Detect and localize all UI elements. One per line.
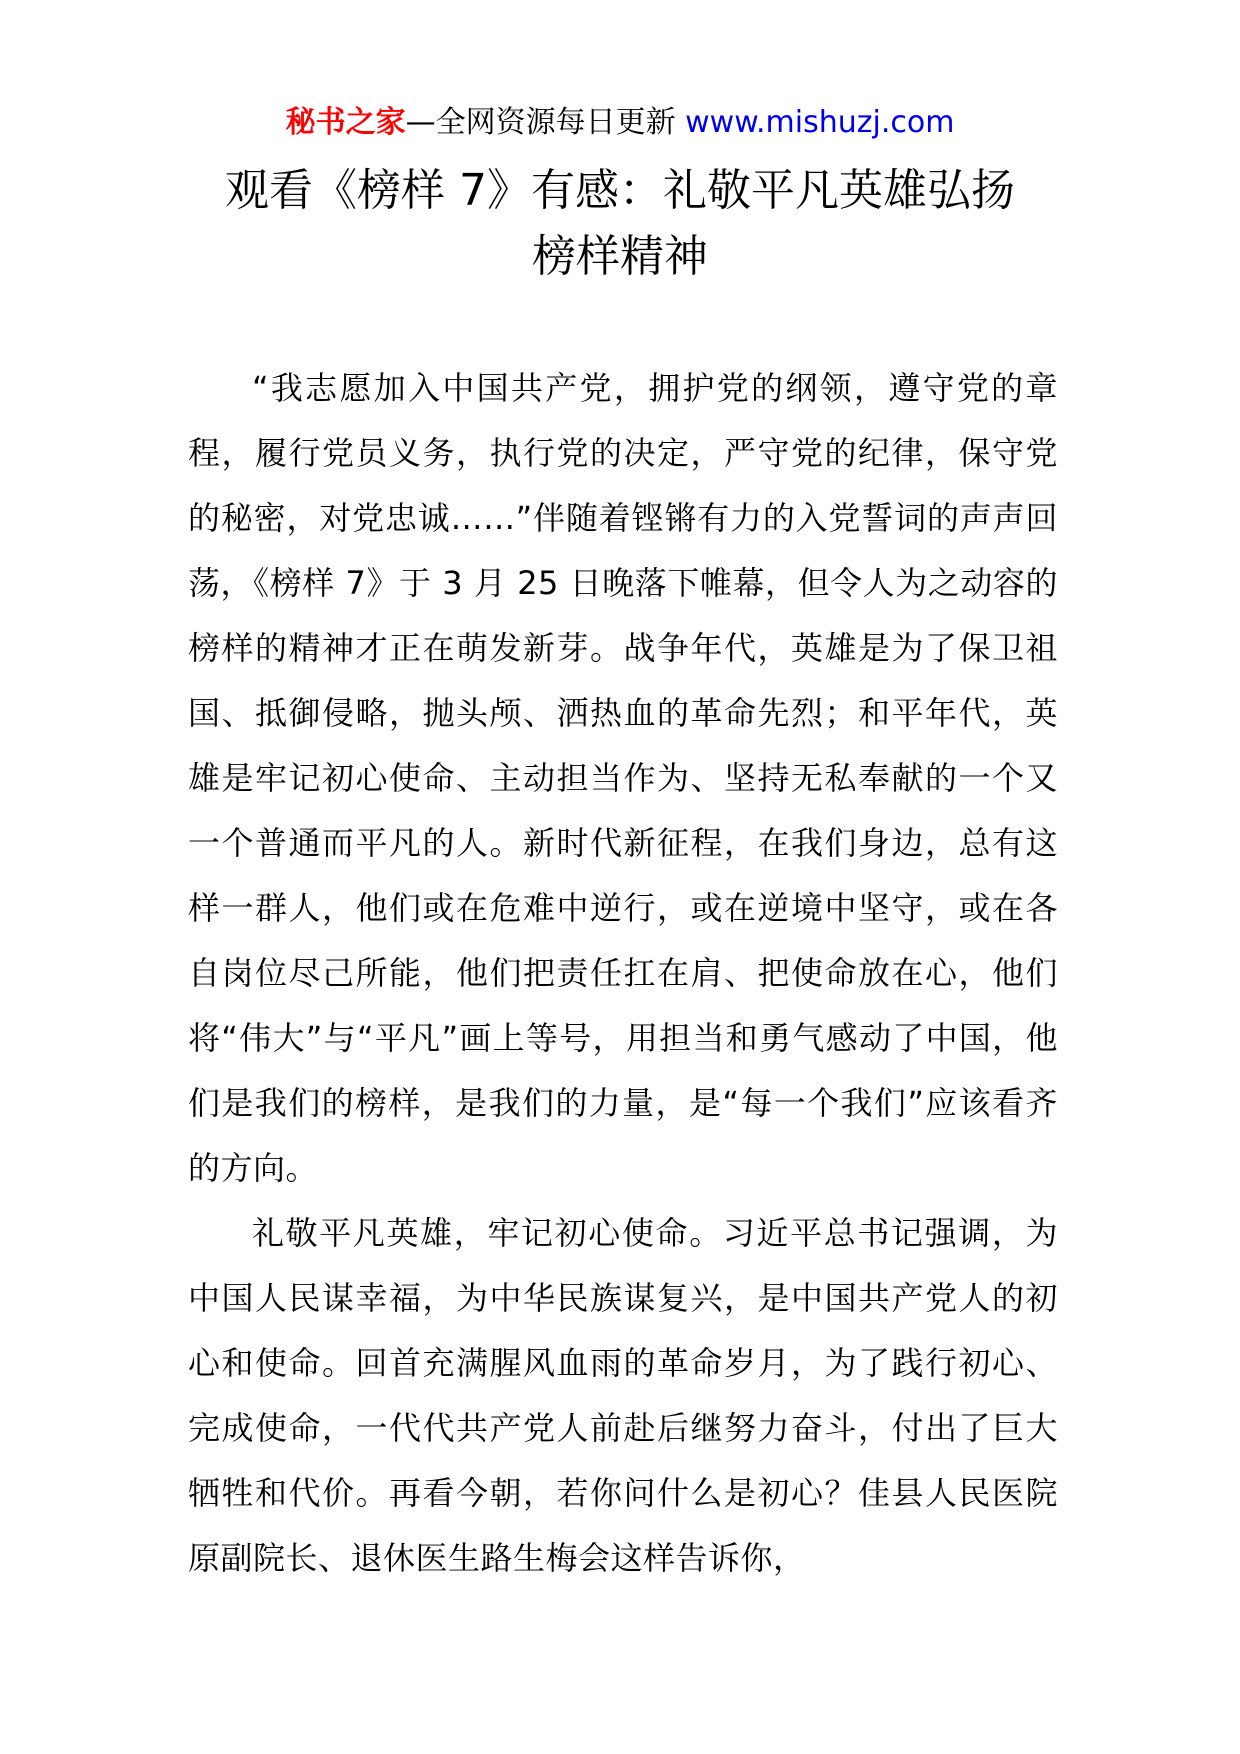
document-body (188, 356, 1058, 1591)
paragraph-2: 礼敬平凡英雄，牢记初心使命。习近平总书记强调，为中国人民谋幸福，为中华民族谋复兴，是中国共产党人的初心和使命。回首充满腥风血雨的革命岁月，为了践行初心、完成使命，一代代共产党人前赴后继努力奋斗，付出了巨大牺牲和代价。再看今朝，若你问什么是初心？佳县人民医院原副院长、退休医生路生梅会这样告诉你， (188, 1214, 1058, 1577)
site-header (0, 102, 1240, 144)
site-brand: 秘书之家 (285, 105, 406, 140)
document-title (150, 158, 1090, 290)
site-tagline: —全网资源每日更新 (405, 105, 686, 140)
title-line-1: 观看《榜样 7》有感：礼敬平凡英雄弘扬 (225, 165, 1015, 216)
site-url-link[interactable]: www.mishuzj.com (685, 105, 955, 140)
paragraph-1: “我志愿加入中国共产党，拥护党的纲领，遵守党的章程，履行党员义务，执行党的决定，严守党的纪律，保守党的秘密，对党忠诚……”伴随着铿锵有力的入党誓词的声声回荡，《榜样 7》于 3 月 25 日晚落下帷幕，但令人为之动容的榜样的精神才正在萌发新芽。战争年代，英雄是为了保卫祖国、抵御侵略，抛头颅、洒热血的革命先烈；和平年代，英雄是牢记初心使命、主动担当作为、坚持无私奉献的一个又一个普通而平凡的人。新时代新征程，在我们身边，总有这样一群人，他们或在危难中逆行，或在逆境中坚守，或在各自岗位尽己所能，他们把责任扛在肩、把使命放在心，他们将“伟大”与“平凡”画上等号，用担当和勇气感动了中国，他们是我们的榜样，是我们的力量，是“每一个我们”应该看齐的方向。 (188, 369, 1058, 1187)
title-line-2: 榜样精神 (532, 231, 708, 282)
